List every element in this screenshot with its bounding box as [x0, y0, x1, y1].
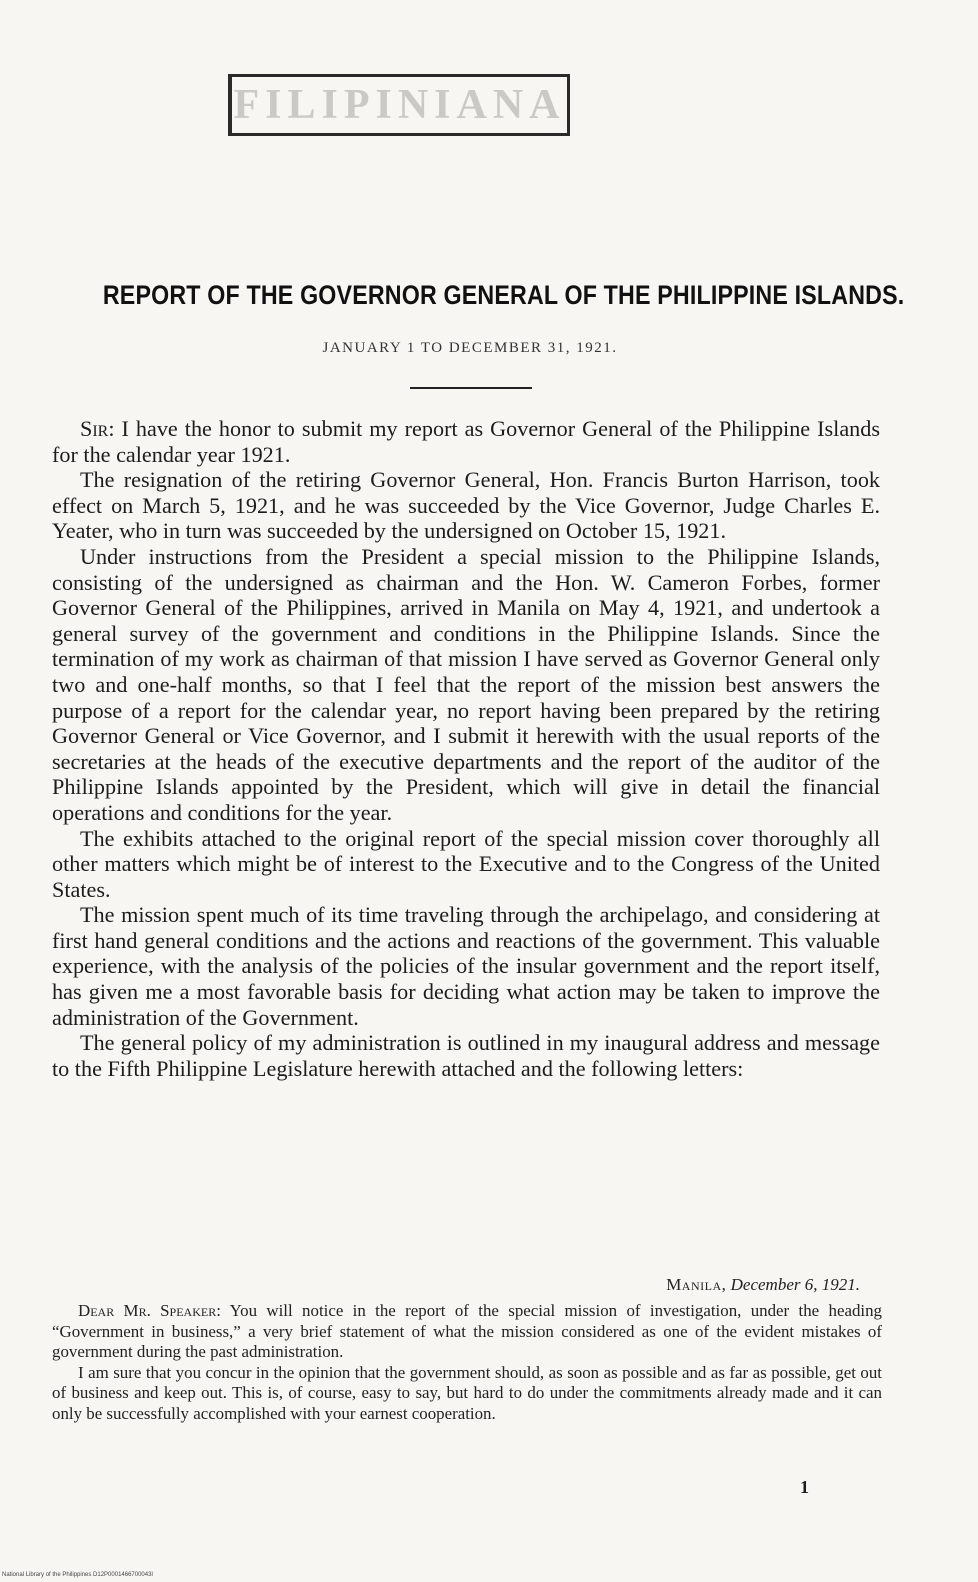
report-body	[52, 416, 880, 1081]
letter-salutation: Dear Mr. Speaker	[78, 1301, 217, 1320]
letter-place: Manila,	[666, 1275, 727, 1294]
page-number: 1	[800, 1477, 809, 1497]
report-date-range: JANUARY 1 TO DECEMBER 31, 1921.	[322, 340, 618, 356]
report-title: REPORT OF THE GOVERNOR GENERAL OF THE PHILIPPINE ISLANDS.	[102, 280, 905, 310]
letter-paragraph: I am sure that you concur in the opinion that the government should, as soon as possible and as far as possible, get out of business and keep out. This is, of course, easy to say, but hard to do under the commitments already made and it can only be successfully accomplished with your earnest cooperation.	[52, 1362, 882, 1423]
filipiniana-stamp	[228, 74, 570, 136]
body-paragraph: Under instructions from the President a special mission to the Philippine Islands, consisting of the undersigned as chairman and the Hon. W. Cameron Forbes, former Governor General of the Philippines, arrived in Manila on May 4, 1921, and undertook a general survey of the government and conditions in the Philippine Islands. Since the termination of my work as chairman of that mission I have served as Governor General only two and one-half months, so that I feel that the report of the mission best answers the purpose of a report for the calendar year, no report having been prepared by the retiring Governor General or Vice Governor, and I submit it herewith with the usual reports of the secretaries at the heads of the executive departments and the report of the auditor of the Philippine Islands appointed by the President, which will give in detail the financial operations and conditions for the year.	[52, 543, 880, 825]
salutation: Sir	[80, 416, 109, 441]
letter-paragraph: Dear Mr. Speaker: You will notice in the report of the special mission of investigation, under the heading “Government in business,” a very brief statement of what the mission considered as one of the evident mistakes of government during the past administration.	[52, 1301, 882, 1362]
body-paragraph: The mission spent much of its time traveling through the archipelago, and considering at first hand general conditions and the actions and reactions of the government. This valuable experience, with the analysis of the policies of the insular government and the report itself, has given me a most favorable basis for deciding what action may be taken to improve the administration of the Government.	[52, 902, 880, 1030]
body-paragraph: The resignation of the retiring Governor General, Hon. Francis Burton Harrison, took effect on March 5, 1921, and he was succeeded by the Vice Governor, Judge Charles E. Yeater, who in turn was succeeded by the undersigned on October 15, 1921.	[52, 467, 880, 544]
body-paragraph: The exhibits attached to the original report of the special mission cover thoroughly all other matters which might be of interest to the Executive and to the Congress of the United States.	[52, 825, 880, 902]
body-paragraph: The general policy of my administration is outlined in my inaugural address and message to the Fifth Philippine Legislature herewith attached and the following letters:	[52, 1030, 880, 1081]
letter-dateline	[52, 1275, 860, 1295]
body-paragraph: Sir: I have the honor to submit my report as Governor General of the Philippine Islands for the calendar year 1921.	[52, 416, 880, 467]
letter-body	[52, 1301, 882, 1425]
stamp-text: FILIPINIANA	[233, 82, 566, 128]
title-divider	[410, 387, 532, 389]
library-footer: National Library of the Philippines D12P0001466700043l	[2, 1572, 153, 1578]
letter-date: December 6, 1921.	[730, 1275, 860, 1294]
